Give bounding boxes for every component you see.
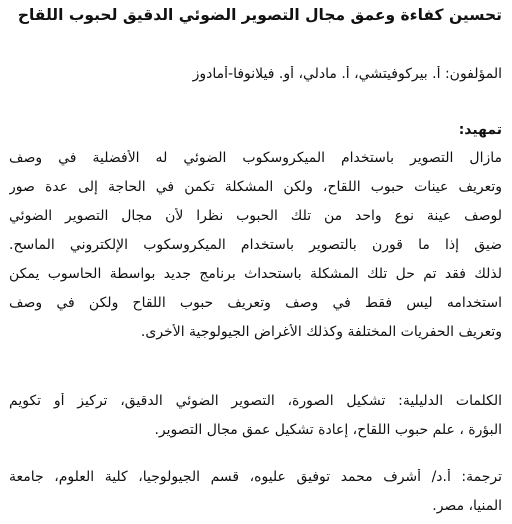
intro-heading: تمهيد: [458,122,502,138]
intro-line: لوصف عينة نوع واحد من تلك الحبوب نظرا لأن مجال التصوير الضوئي [9,208,502,224]
translation-line: المنيا، مصر. [432,498,502,514]
intro-line: ضيق إذا ما قورن بالتصوير باستخدام الميكروسكوب الإلكتروني الماسح. [9,237,502,253]
intro-line: لذلك فقد تم حل تلك المشكلة باستحداث برنامج جديد بواسطة الحاسوب يمكن [9,266,502,282]
intro-line: استخدامه ليس فقط في وصف وتعريف حبوب اللقاح ولكن في وصف [9,295,502,311]
keywords-line: البؤرة ، علم حبوب اللقاح، إعادة تشكيل عمق مجال التصوير. [154,422,502,438]
intro-line: وتعريف عينات حبوب اللقاح، ولكن المشكلة تكمن في الحاجة إلى عدة صور [9,179,502,195]
document-title: تحسين كفاءة وعمق مجال التصوير الضوئي الدقيق لحبوب اللقاح [17,6,502,24]
authors-line: المؤلفون: أ. بيركوفيتشي، أ. مادلي، أو. فيلانوفا-أمادوز [192,66,502,82]
keywords-line: الكلمات الدليلية: تشكيل الصورة، التصوير الضوئي الدقيق، تركيز أو تكويم [9,393,502,409]
intro-line: مازال التصوير باستخدام الميكروسكوب الضوئي له الأفضلية في وصف [9,150,502,166]
translation-line: ترجمة: أ.د/ أشرف محمد توفيق عليوه، قسم الجيولوجيا، كلية العلوم، جامعة [9,469,502,485]
intro-line: وتعريف الحفريات المختلفة وكذلك الأغراض الجيولوجية الأخرى. [140,324,502,340]
